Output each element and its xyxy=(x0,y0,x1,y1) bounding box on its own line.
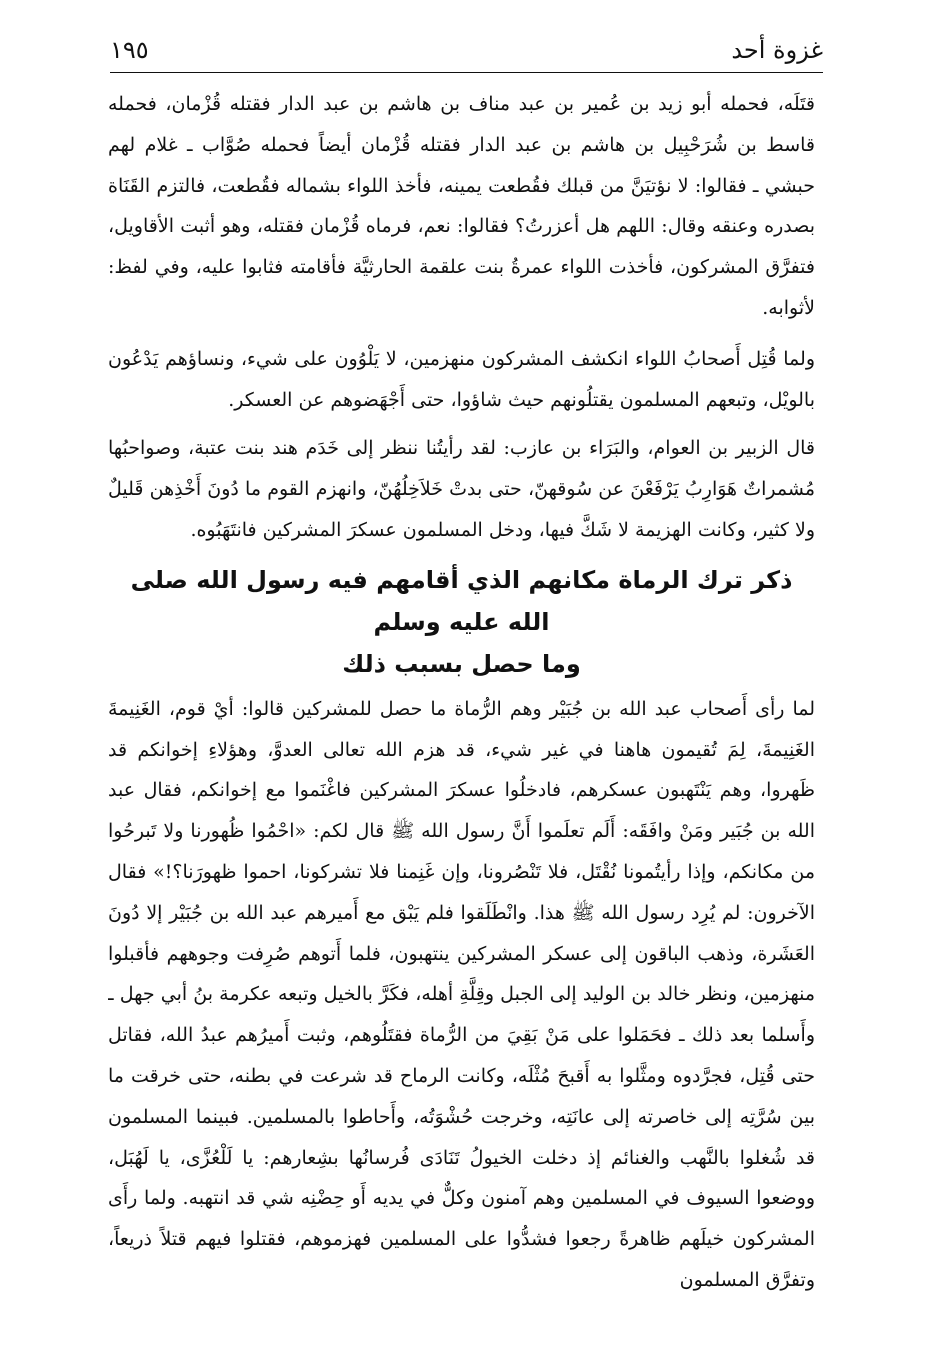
running-title: غزوة أحد xyxy=(731,36,823,64)
paragraph: ولما قُتِل أَصحابُ اللواء انكشف المشركون منهزمين، لا يَلْوُون على شيء، ونساؤهم يَدْعُون بالويْل، وتبعهم المسلمون يقتلُونهم حيث شاؤوا، حتى أَجْهَضوهم عن العسكر. xyxy=(108,347,815,411)
running-header xyxy=(110,28,823,73)
section-paragraph: لما رأى أَصحاب عبد الله بن جُبَيْر وهم الرُّماة ما حصل للمشركين قالوا: أيْ قوم، الغَنِيمةَ الغَنِيمةَ، لِمَ تُقيمون هاهنا في غير شيء، قد هزم الله تعالى العدوَّ، وهؤلاءِ إخوانكم قد ظَهروا، وهم يَنْتَهبون عسكرهم، فادخلُوا عسكرَ المشركين فاغْنَموا مع إخوانكم، فقال عبد الله بن جُبَير ومَنْ وافَقَه: أَلَم تعلَموا أَنَّ رسول الله ﷺ قال لكم: «احْمُوا ظُهورنا ولا تَبرحُوا من مكانكم، وإذا رأيتُمونا نُقْتَل، فلا تَنْصُرونا، وإن غَنِمنا فلا تشركونا، احموا ظهورَنا؟!» فقال الآخرون: لم يُرِد رسول الله ﷺ هذا. وانْطَلَقوا فلم يَبْق مع أَميرهم عبد الله بن جُبَيْر إلا دُونَ العَشَرة، وذهب الباقون إلى عسكر المشركين ينتهبون، فلما أَتوهم صُرِفت وجوههم فأقبلوا منهزمين، ونظر خالد بن الوليد إلى الجبل وقِلَّةِ أهله، فكَرَّ بالخيل وتبعه عكرمة بنُ أبي جهل ـ وأَسلما بعد ذلك ـ فحَمَلوا على مَنْ بَقِيَ من الرُّماة فقتَلُوهم، وثبت أَميرُهم عبدُ الله، فقاتل حتى قُتِل، فجرَّدوه ومثَّلوا به أَقبحَ مُثْلَه، وكانت الرماح قد شرعت في بطنه، حتى خرقت ما بين سُرَّتِه إلى خاصرته إلى عانَتِه، وخرجت حُشْوَتُه، وأَحاطوا بالمسلمين. فبينما المسلمون قد شُغلوا بالنَّهب والغنائم إذ دخلت الخيولُ تَنَادَى فُرسانُها بشِعارهم: يا لَلْعُزَّى، يا لَهُبَل، ووضعوا السيوف في المسلمين وهم آمنون وكلٌّ في يديه أَو حِضْنِه شي قد انتهبه. ولما رأَى المشركون خيلَهم ظاهرةً رجعوا فشدُّوا على المسلمين فهزموهم، فقتلوا فيهم قتلاً ذريعاً، وتفرَّق المسلمون xyxy=(108,697,815,1291)
paragraph: قتَلَه، فحمله أبو زيد بن عُمير بن عبد مناف بن هاشم بن عبد الدار فقتله قُزْمان، فحمله قاسط بن شُرَحْبِيل بن هاشم بن عبد الدار فقتله قُزْمان أيضاً فحمله صُوَّاب ـ غلام لهم حبشي ـ فقالوا: لا نؤتيَنَّ من قبلك فقُطعت يمينه، فأخذ اللواء بشماله فقُطعت، فالتزم القَنَاة بصدره وعنقه وقال: اللهم هل أعزرتُ؟ فقالوا: نعم، فرماه قُزْمان فقتله، وهو أثبت الأقاويل، فتفرَّق المشركون، فأخذت اللواء عمرةُ بنت علقمة الحارثيَّة فأقامته فثابوا عليه، وفي لفظ: لأثوابه. xyxy=(108,93,815,319)
section-heading xyxy=(108,559,815,685)
section-heading-line-2: وما حصل بسبب ذلك xyxy=(342,649,581,678)
body-text xyxy=(108,84,815,1343)
paragraph: قال الزبير بن العوام، والبَرَاء بن عازب: لقد رأيتُنا ننظر إلى خَدَم هند بنت عتبة، وصواحبُها مُشمراتٌ هَوَارِبُ يَرْفَعْنَ عن سُوقهنّ، حتى بدتْ خَلاَخِلُهُنّ، وانهزم القوم ما دُونَ أَخْذِهن قَليلٌ ولا كثير، وكانت الهزيمة لا شَكَّ فيها، ودخل المسلمون عسكرَ المشركين فانتَهَبُوه. xyxy=(108,437,815,541)
section-heading-line-1: ذكر ترك الرماة مكانهم الذي أقامهم فيه رسول الله صلى الله عليه وسلم xyxy=(130,565,793,636)
page-number: ١٩٥ xyxy=(110,36,149,64)
